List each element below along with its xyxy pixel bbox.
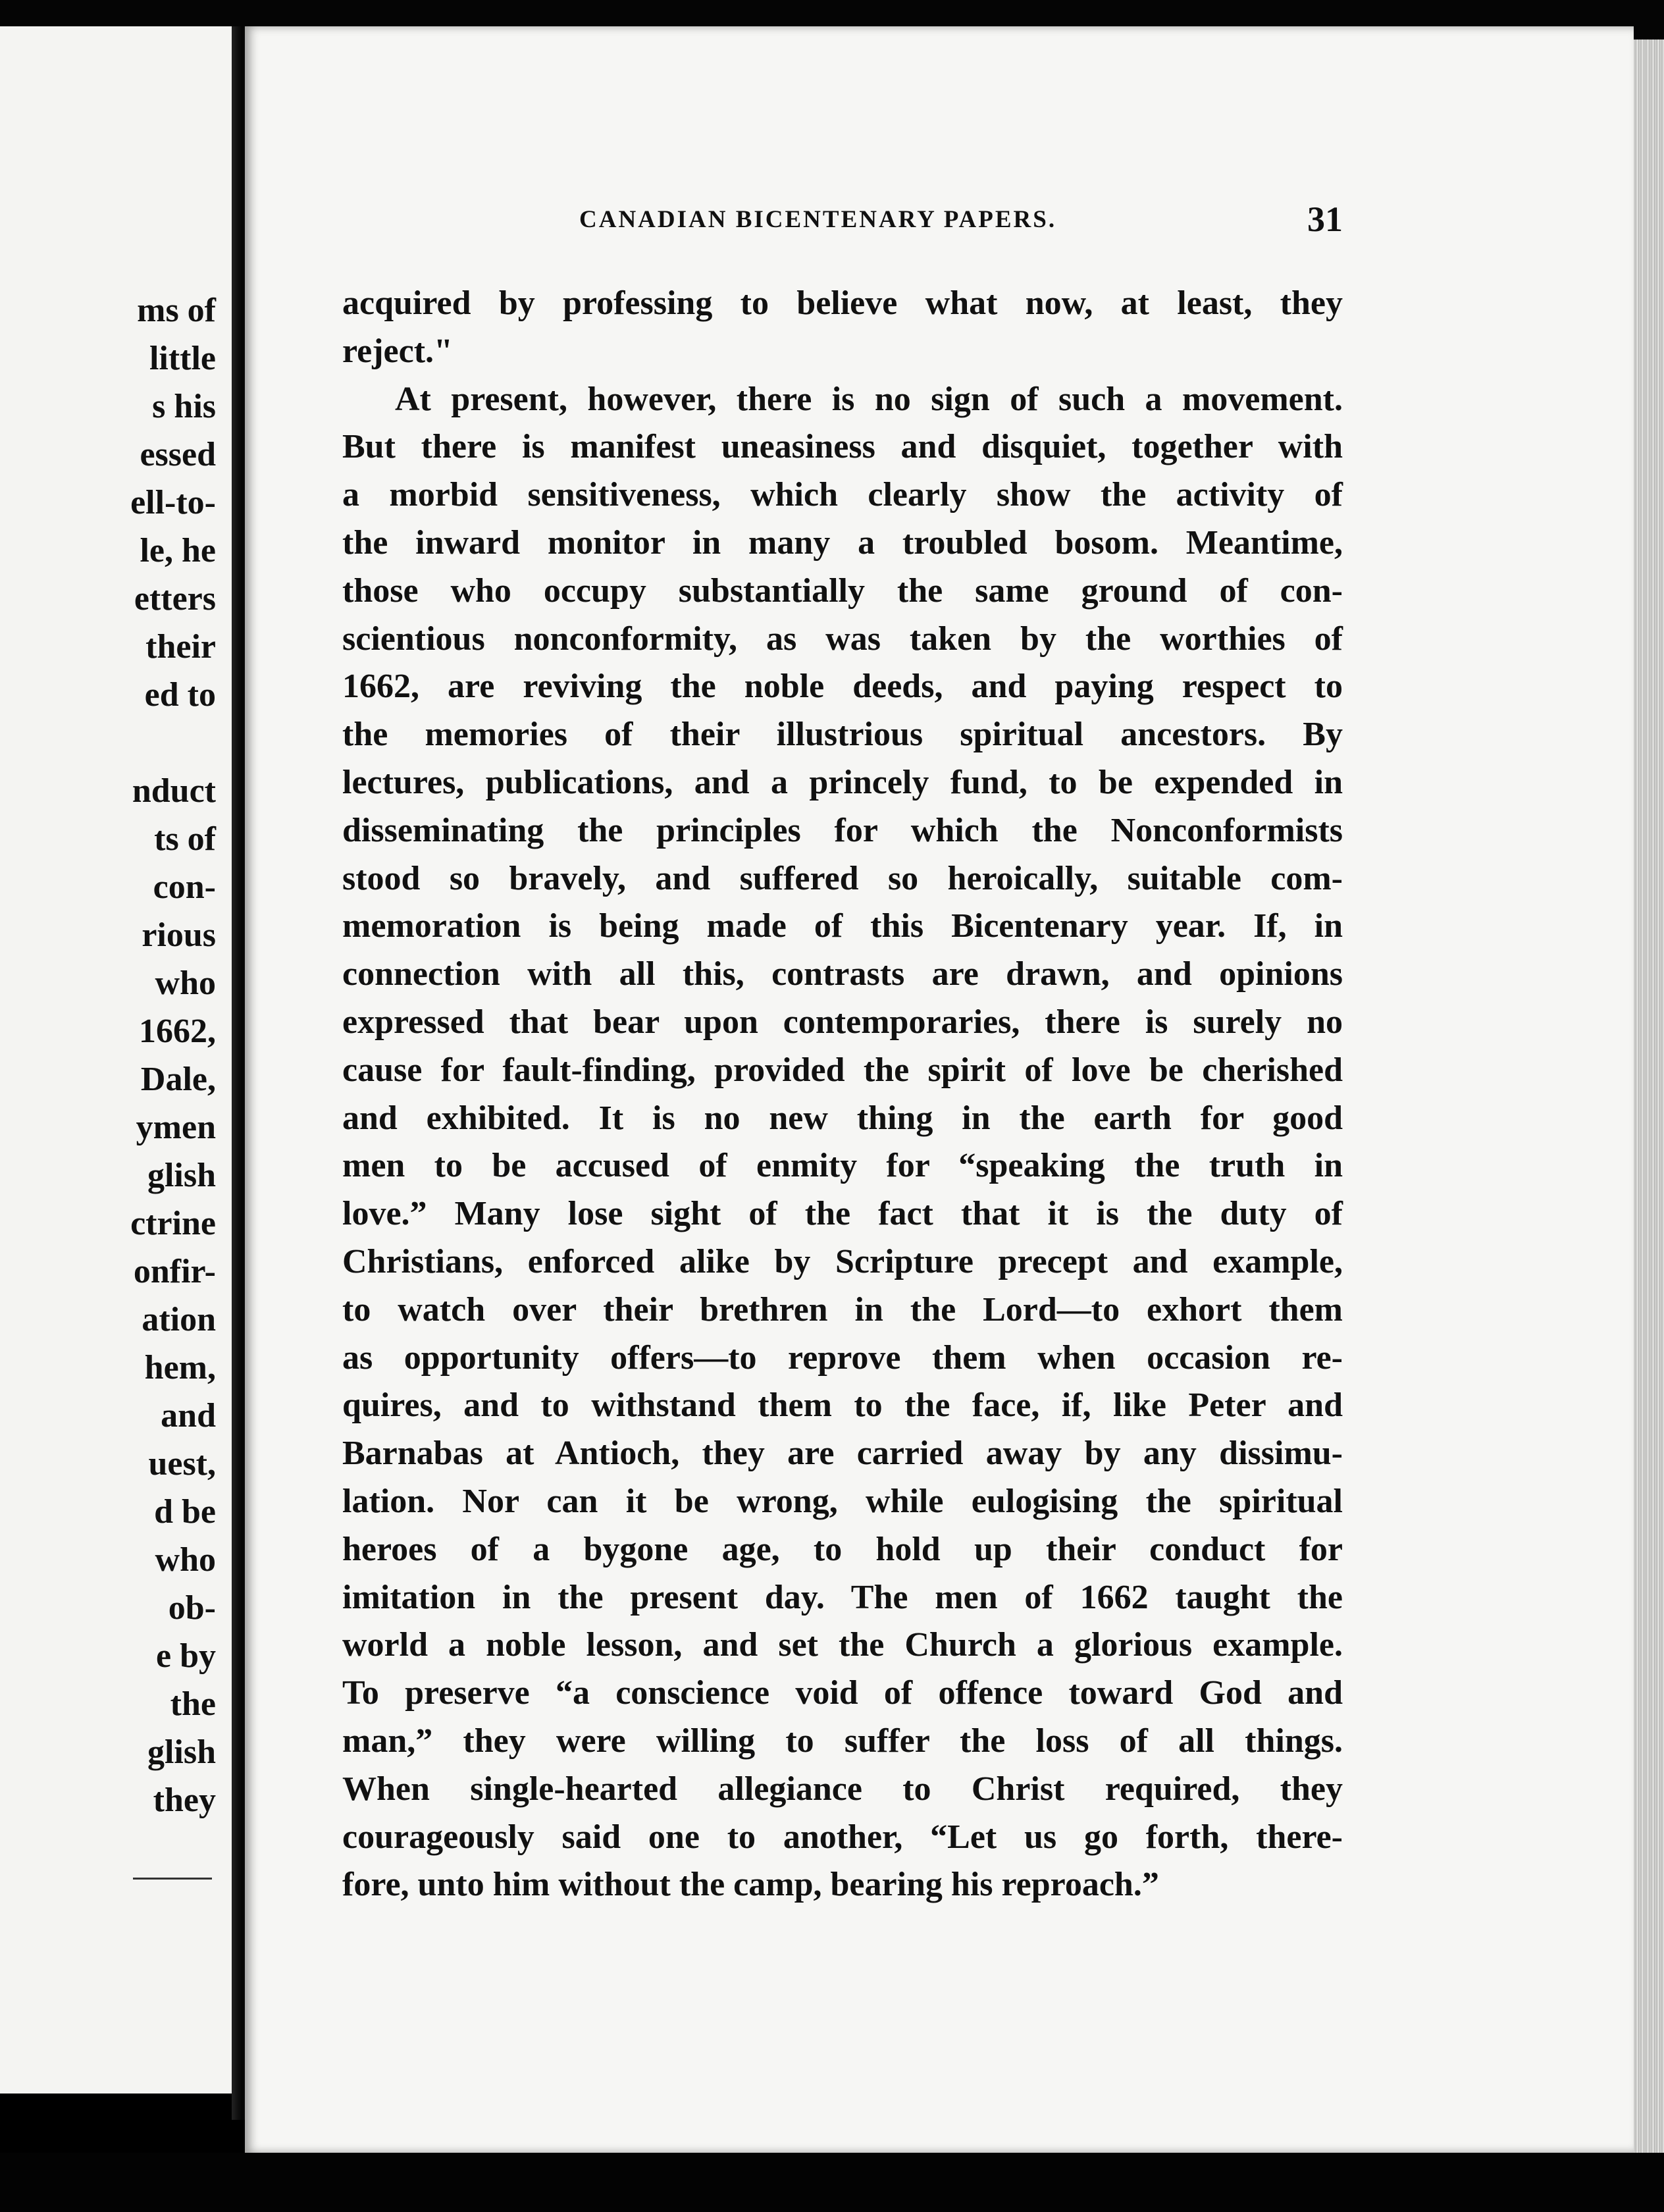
- left-page-fragment: e by: [156, 1637, 216, 1675]
- text-line: quires, and to withstand them to the face, if, like Peter and: [342, 1386, 1343, 1425]
- left-page-fragment: the: [170, 1685, 216, 1723]
- text-line: imitation in the present day. The men of 1662 taught the: [342, 1578, 1343, 1616]
- left-page-fragment: and: [161, 1397, 216, 1435]
- text-line: 1662, are reviving the noble deeds, and paying respect to: [342, 668, 1343, 706]
- text-line: a morbid sensitiveness, which clearly show the activity of: [342, 476, 1343, 514]
- left-page-fragment: essed: [140, 436, 216, 473]
- left-facing-page: [0, 26, 232, 2094]
- text-line: lation. Nor can it be wrong, while eulogising the spiritual: [342, 1482, 1343, 1520]
- left-page-fragment: ation: [142, 1301, 216, 1338]
- left-page-fragment: little: [149, 340, 216, 377]
- left-page-fragment: le, he: [140, 532, 216, 569]
- left-page-fragment: 1662,: [139, 1013, 216, 1050]
- text-line: memoration is being made of this Bicentenary year. If, in: [342, 907, 1343, 945]
- left-page-rule: [133, 1878, 212, 1880]
- left-page-fragment: ell-to-: [130, 484, 216, 521]
- text-line: reject.": [342, 332, 453, 370]
- left-page-fragment: s his: [152, 388, 216, 425]
- text-line: men to be accused of enmity for “speaking the truth in: [342, 1147, 1343, 1185]
- text-line: heroes of a bygone age, to hold up their conduct for: [342, 1530, 1343, 1568]
- text-line: To preserve “a conscience void of offence toward God and: [342, 1674, 1343, 1712]
- text-line: those who occupy substantially the same ground of con-: [342, 571, 1343, 610]
- left-page-fragment: onfir-: [133, 1253, 216, 1290]
- text-line: But there is manifest uneasiness and disquiet, together with: [342, 428, 1343, 466]
- text-line: At present, however, there is no sign of such a movement.: [395, 380, 1343, 418]
- left-page-fragment: ms of: [137, 292, 216, 329]
- left-page-fragment: Dale,: [140, 1061, 216, 1098]
- left-page-fragment: uest,: [148, 1445, 216, 1483]
- left-page-fragment: who: [155, 1541, 216, 1579]
- text-line: courageously said one to another, “Let us go forth, there-: [342, 1818, 1343, 1856]
- left-page-text-fragments: [5, 286, 216, 1824]
- left-page-fragment: hem,: [144, 1349, 216, 1386]
- page-edges: [1634, 40, 1664, 2159]
- text-line: love.” Many lose sight of the fact that it is the duty of: [342, 1195, 1343, 1233]
- scan-bottom-border: [0, 2153, 1664, 2212]
- text-line: When single-hearted allegiance to Christ required, they: [342, 1770, 1343, 1808]
- running-head: CANADIAN BICENTENARY PAPERS.: [579, 206, 1057, 233]
- left-page-fragment: glish: [147, 1157, 216, 1194]
- left-page-fragment: ctrine: [130, 1205, 216, 1242]
- left-page-fragment: ymen: [136, 1109, 216, 1146]
- text-line: Barnabas at Antioch, they are carried away by any dissimu-: [342, 1435, 1343, 1473]
- text-line: man,” they were willing to suffer the loss of all things.: [342, 1722, 1343, 1760]
- text-line: world a noble lesson, and set the Church a glorious example.: [342, 1626, 1343, 1664]
- body-text: [342, 280, 1343, 1909]
- text-line: connection with all this, contrasts are drawn, and opinions: [342, 955, 1343, 993]
- text-line: cause for fault-finding, provided the spirit of love be cherished: [342, 1051, 1343, 1089]
- text-line: lectures, publications, and a princely fund, to be expended in: [342, 763, 1343, 801]
- text-line: disseminating the principles for which the Nonconformists: [342, 811, 1343, 849]
- text-line: to watch over their brethren in the Lord—to exhort them: [342, 1290, 1343, 1329]
- left-page-fragment: nduct: [132, 772, 216, 810]
- left-page-fragment: con-: [153, 868, 216, 906]
- left-page-fragment: d be: [154, 1493, 216, 1531]
- left-page-fragment: etters: [134, 580, 216, 618]
- page-number: 31: [1307, 199, 1343, 239]
- left-page-fragment: glish: [147, 1733, 216, 1771]
- text-line: scientious nonconformity, as was taken by the worthies of: [342, 619, 1343, 658]
- text-line: acquired by professing to believe what now, at least, they: [342, 284, 1343, 322]
- left-page-fragment: their: [145, 628, 216, 666]
- text-line: Christians, enforced alike by Scripture precept and example,: [342, 1242, 1343, 1280]
- text-line: the inward monitor in many a troubled bosom. Meantime,: [342, 523, 1343, 562]
- left-page-fragment: ed to: [144, 676, 216, 714]
- text-line: stood so bravely, and suffered so heroically, suitable com-: [342, 859, 1343, 897]
- left-page-fragment: ts of: [154, 820, 216, 858]
- text-line: expressed that bear upon contemporaries, there is surely no: [342, 1003, 1343, 1041]
- left-page-fragment: who: [155, 964, 216, 1002]
- text-line: fore, unto him without the camp, bearing his reproach.”: [342, 1866, 1159, 1904]
- left-page-fragment: ob-: [168, 1589, 216, 1627]
- text-line: the memories of their illustrious spiritual ancestors. By: [342, 716, 1343, 754]
- text-line: and exhibited. It is no new thing in the earth for good: [342, 1099, 1343, 1137]
- left-page-fragment: rious: [142, 916, 216, 954]
- left-page-fragment: they: [153, 1781, 216, 1819]
- text-line: as opportunity offers—to reprove them when occasion re-: [342, 1338, 1343, 1377]
- left-page-fragment: [5, 719, 216, 767]
